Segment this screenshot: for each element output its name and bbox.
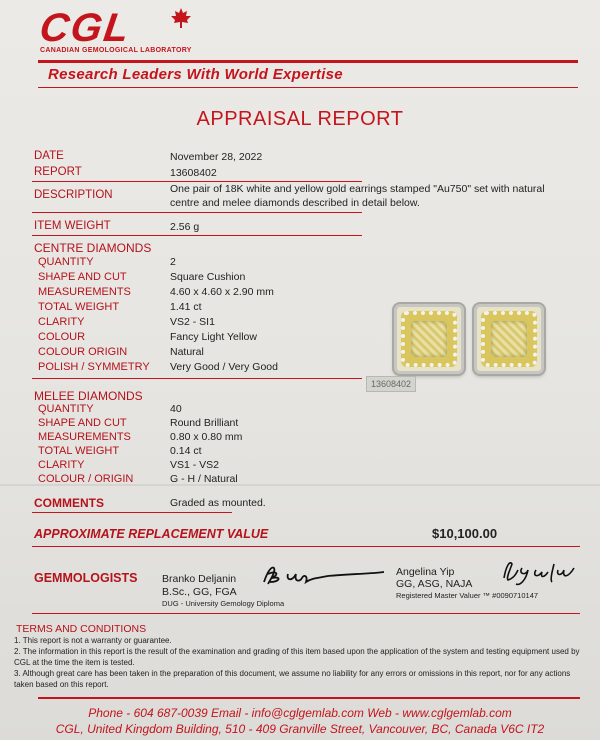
- centre-row-value: Fancy Light Yellow: [170, 331, 257, 343]
- divider: [32, 512, 232, 513]
- melee-row-label: CLARITY: [38, 459, 85, 471]
- cgl-logo: [36, 6, 192, 54]
- comments-value: Graded as mounted.: [170, 497, 266, 509]
- gemmologist1-note: DUG - University Gemology Diploma: [162, 599, 285, 608]
- footer-contact: Phone - 604 687-0039 Email - info@cglgemlab.com Web - www.cglgemlab.com: [88, 706, 512, 720]
- centre-row-label: TOTAL WEIGHT: [38, 301, 120, 313]
- centre-row-label: COLOUR ORIGIN: [38, 346, 128, 358]
- centre-row-value: 2: [170, 256, 176, 268]
- centre-row-value: 1.41 ct: [170, 301, 202, 313]
- centre-row-value: VS2 - SI1: [170, 316, 215, 328]
- earring-right: [474, 304, 544, 374]
- comments-label: COMMENTS: [34, 496, 104, 510]
- melee-row-label: COLOUR / ORIGIN: [38, 473, 134, 485]
- footer-rule: [38, 697, 580, 699]
- centre-row-label: SHAPE AND CUT: [38, 271, 127, 283]
- date-label: DATE: [34, 150, 64, 162]
- header-rule-thin: [38, 87, 578, 88]
- centre-row-label: CLARITY: [38, 316, 85, 328]
- gemmologist2-note: Registered Master Valuer ™ #0090710147: [396, 591, 539, 600]
- report-label: REPORT: [34, 166, 82, 178]
- melee-row-label: TOTAL WEIGHT: [38, 445, 120, 457]
- photo-tag: 13608402: [366, 376, 416, 392]
- item-weight-label: ITEM WEIGHT: [34, 220, 111, 232]
- signature-yip: [496, 556, 582, 588]
- centre-row-label: QUANTITY: [38, 256, 94, 268]
- melee-row-value: G - H / Natural: [170, 473, 238, 485]
- centre-row-value: Square Cushion: [170, 271, 246, 283]
- description-line-1: One pair of 18K white and yellow gold earrings stamped "Au750" set with natural: [170, 183, 545, 195]
- melee-diamonds-heading: MELEE DIAMONDS: [34, 389, 143, 403]
- description-label: DESCRIPTION: [34, 189, 113, 201]
- centre-row-label: MEASUREMENTS: [38, 286, 131, 298]
- melee-row-value: VS1 - VS2: [170, 459, 220, 471]
- melee-row-value: 0.14 ct: [170, 445, 202, 457]
- centre-row-value: Very Good / Very Good: [170, 361, 278, 373]
- logo-text: CGL: [36, 6, 134, 50]
- melee-row-value: Round Brilliant: [170, 417, 239, 429]
- terms-heading: TERMS AND CONDITIONS: [16, 623, 147, 635]
- divider: [32, 212, 362, 213]
- tagline: Research Leaders With World Expertise: [48, 66, 343, 83]
- centre-row-label: COLOUR: [38, 331, 86, 343]
- melee-row-label: SHAPE AND CUT: [38, 417, 127, 429]
- centre-row-value: Natural: [170, 346, 204, 358]
- description-line-2: centre and melee diamonds described in detail below.: [170, 197, 420, 209]
- page-title: APPRAISAL REPORT: [196, 108, 404, 130]
- signature-deljanin: [258, 560, 388, 590]
- melee-row-label: QUANTITY: [38, 403, 94, 415]
- header-rule: [38, 60, 578, 63]
- terms-item: 2. The information in this report is the result of the examination and grading of this item based upon the application of the system and testing equipment used by CGL at the time the item is tested.: [14, 647, 580, 667]
- divider: [32, 546, 580, 547]
- item-weight-value: 2.56 g: [170, 221, 200, 233]
- paper-fold: [0, 484, 600, 486]
- maple-leaf-icon: [170, 8, 192, 28]
- date-value: November 28, 2022: [170, 151, 263, 163]
- divider: [32, 613, 580, 614]
- gemmologist2-name: Angelina Yip: [396, 566, 455, 578]
- melee-row-label: MEASUREMENTS: [38, 431, 131, 443]
- gemmologists-label: GEMMOLOGISTS: [34, 571, 138, 585]
- divider: [32, 378, 362, 379]
- replacement-value: $10,100.00: [432, 526, 498, 541]
- centre-diamonds-heading: CENTRE DIAMONDS: [34, 241, 152, 255]
- footer-address: CGL, United Kingdom Building, 510 - 409 Granville Street, Vancouver, BC, Canada V6C IT2: [55, 722, 545, 736]
- melee-row-value: 40: [170, 403, 182, 415]
- replacement-label: APPROXIMATE REPLACEMENT VALUE: [34, 527, 269, 541]
- gemmologist1-creds: B.Sc., GG, FGA: [162, 586, 237, 598]
- divider: [32, 235, 362, 236]
- terms-item: 1. This report is not a warranty or guarantee.: [14, 636, 172, 645]
- centre-row-label: POLISH / SYMMETRY: [38, 361, 150, 373]
- melee-row-value: 0.80 x 0.80 mm: [170, 431, 243, 443]
- terms-item: 3. Although great care has been taken in the preparation of this document, we assume no liability for any errors or omissions in this report, nor for any actions taken based on this report.: [14, 669, 571, 689]
- logo-subtitle: CANADIAN GEMOLOGICAL LABORATORY: [40, 47, 192, 54]
- gemmologist2-creds: GG, ASG, NAJA: [396, 578, 473, 590]
- earring-left: [394, 304, 464, 374]
- report-value: 13608402: [170, 167, 217, 179]
- gemmologist1-name: Branko Deljanin: [162, 573, 237, 585]
- centre-row-value: 4.60 x 4.60 x 2.90 mm: [170, 286, 274, 298]
- divider: [32, 181, 362, 182]
